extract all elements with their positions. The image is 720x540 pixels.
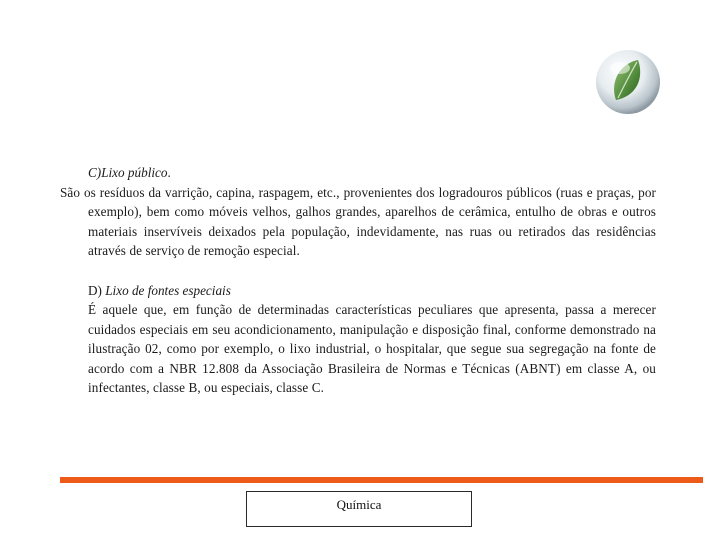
section-d-heading-text: Lixo de fontes especiais [105,282,231,298]
section-d-paragraph: É aquele que, em função de determinadas características peculiares que apresenta, passa a merecer cuidados especiais em seu acondicionamento, manipulação e disposição final, conforme demonstrado na ilustração 02, como por exemplo, o lixo industrial, o hospitalar, que segue sua segregação na fonte de acordo com a NBR 12.808 da Associação Brasileira de Normas e Técnicas (ABNT) em classe A, ou infectantes, classe B, ou especiais, classe C. [88,302,656,395]
leaf-globe-icon [594,48,662,116]
section-c-heading-period: . [167,165,171,180]
document-body [60,163,656,398]
accent-divider [60,477,703,483]
section-d-heading [88,281,656,301]
section-d-heading-prefix: D) [88,282,106,298]
section-c-paragraph: São os resíduos da varrição, capina, raspagem, etc., provenientes dos logradouros públicos (ruas e praças, por exemplo), bem como móveis velhos, galhos grandes, aparelhos de cerâmica, entulho de obras e outros materiais inservíveis deixados pela população, indevidamente, nas ruas ou retirados das residências através de serviço de remoção especial. [60,184,656,258]
section-c-heading-text: C)Lixo público [88,165,168,180]
footer-box [246,491,472,527]
section-c-heading [88,163,656,183]
footer-label: Química [336,497,382,512]
